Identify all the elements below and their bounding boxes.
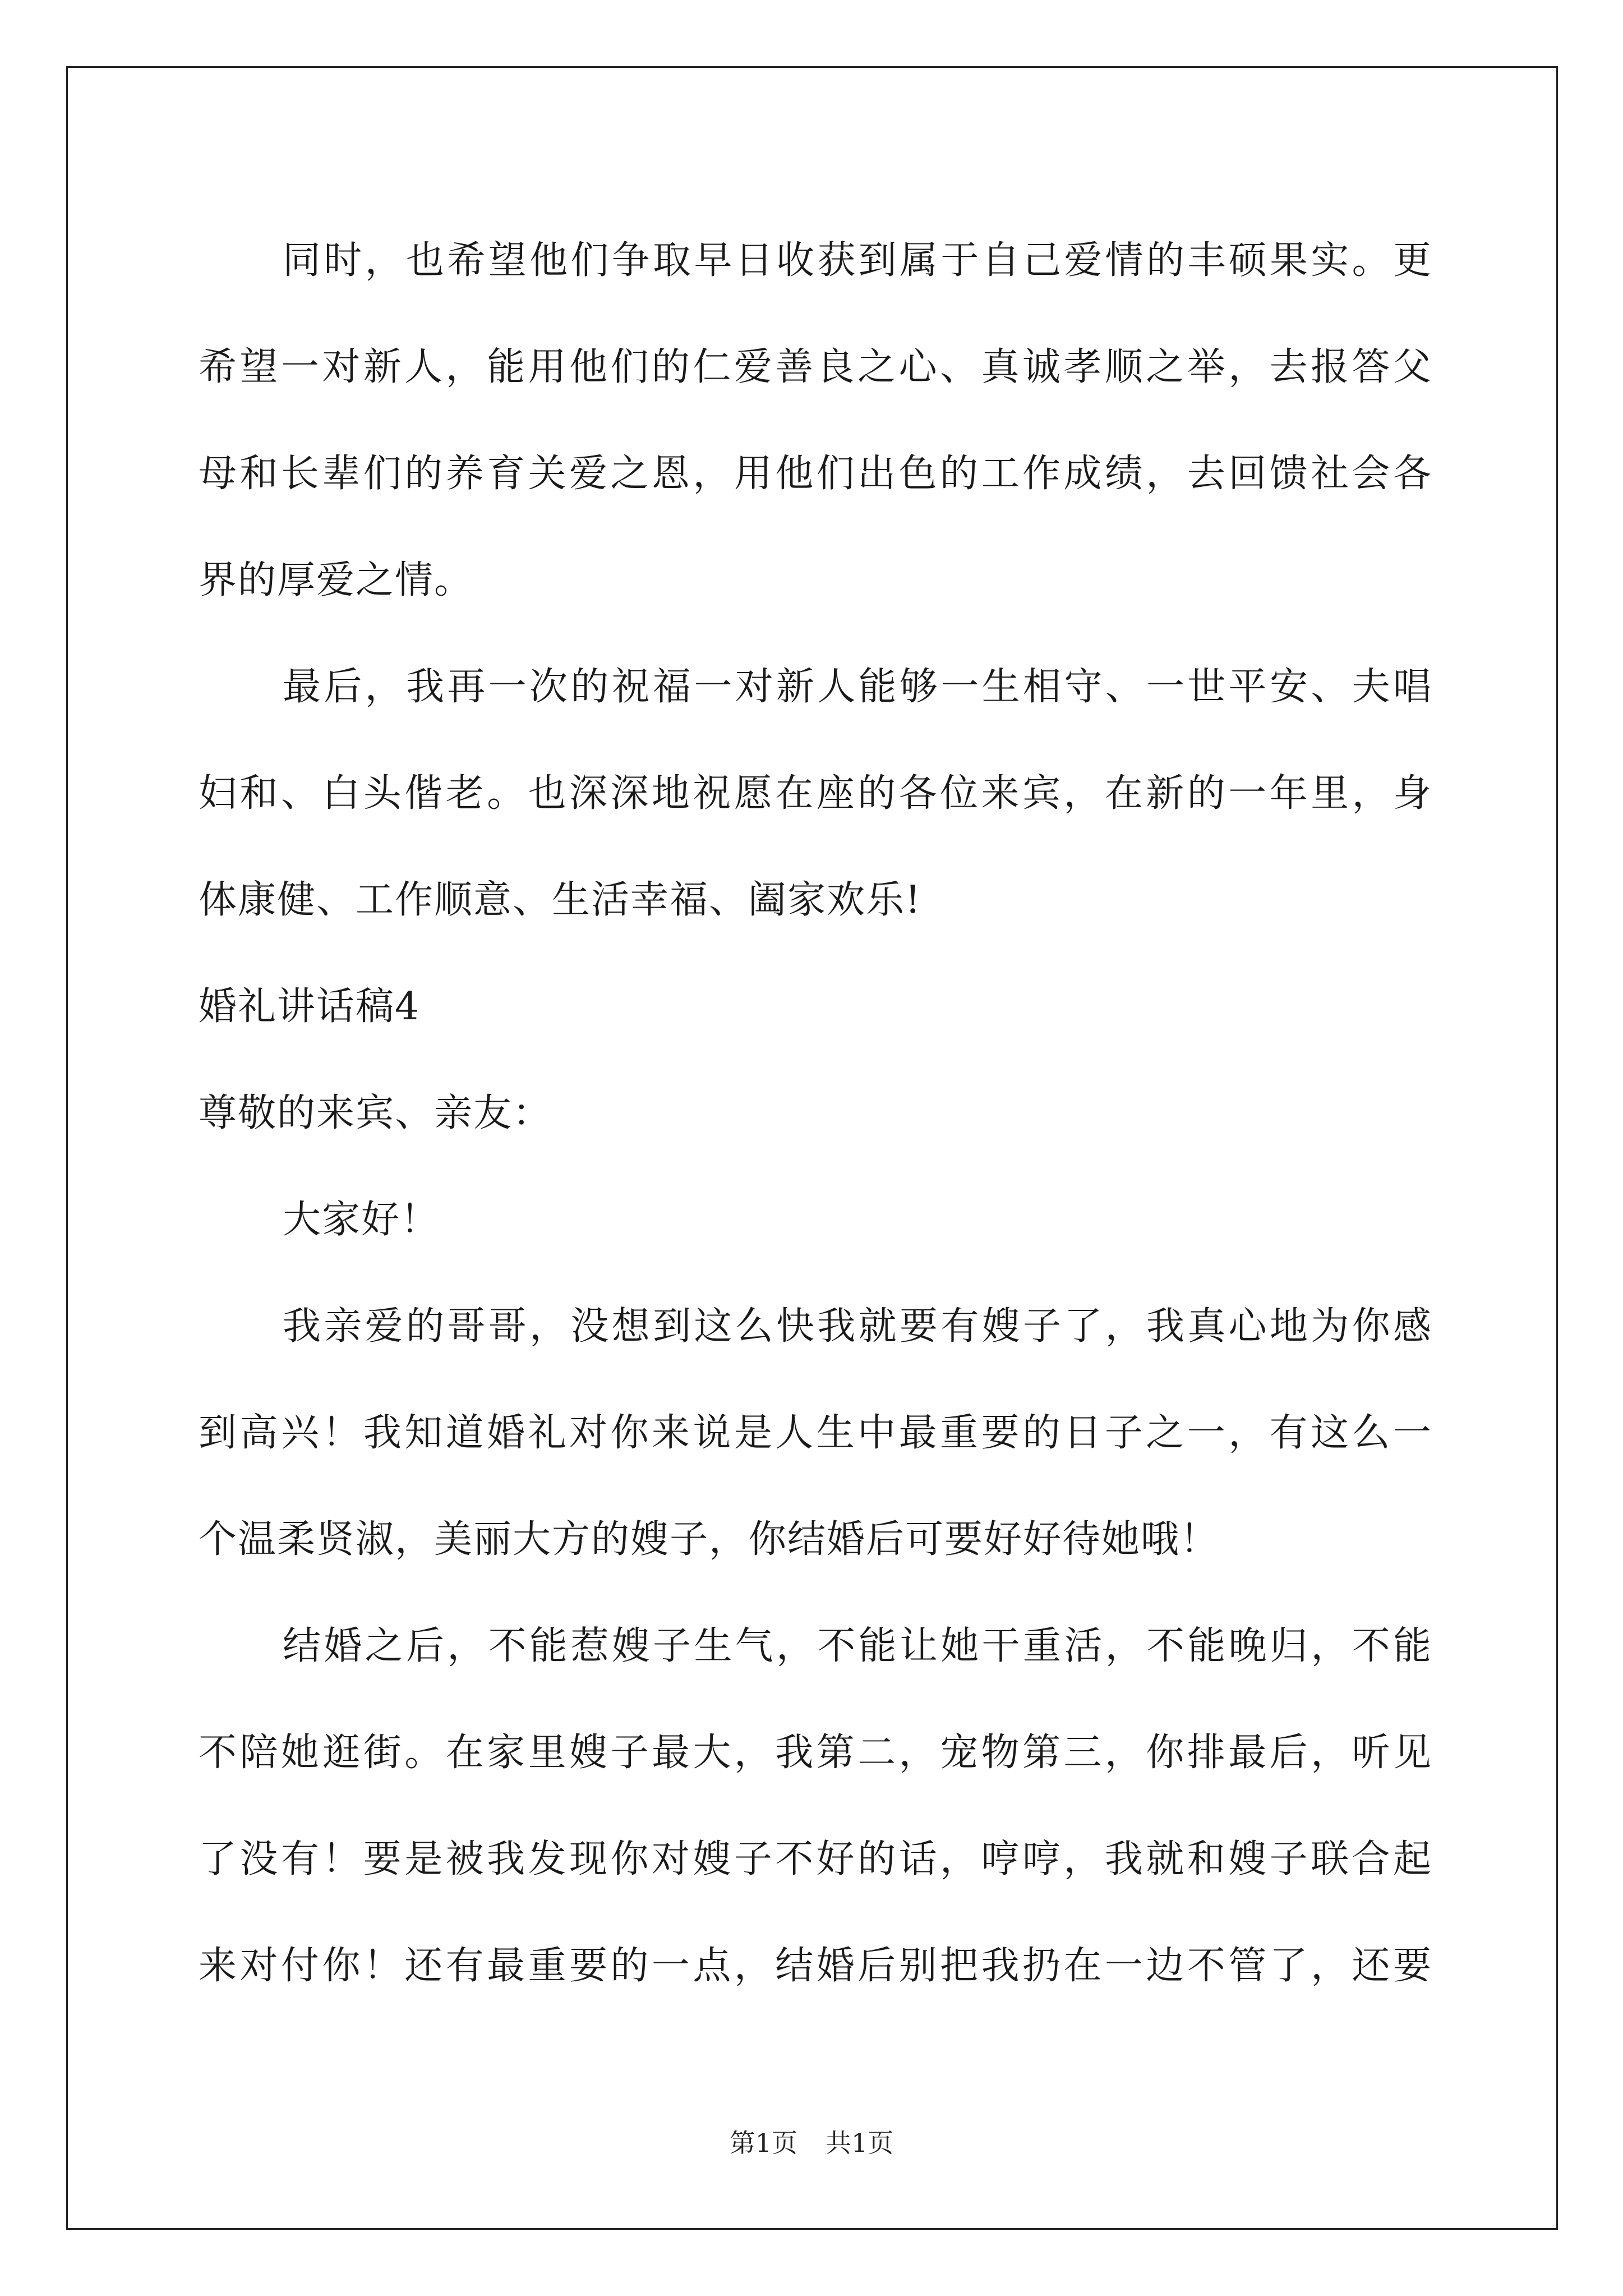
text-line: 了没有！要是被我发现你对嫂子不好的话，哼哼，我就和嫂子联合起 <box>199 1837 1432 1881</box>
document-body <box>199 208 1432 2019</box>
text-line: 妇和、白头偕老。也深深地祝愿在座的各位来宾，在新的一年里，身 <box>199 771 1432 816</box>
text-line: 婚礼讲话稿4 <box>199 984 421 1029</box>
text-line: 我亲爱的哥哥，没想到这么快我就要有嫂子了，我真心地为你感 <box>283 1304 1432 1349</box>
text-line: 结婚之后，不能惹嫂子生气，不能让她干重活，不能晚归，不能 <box>283 1624 1432 1668</box>
text-line: 个温柔贤淑，美丽大方的嫂子，你结婚后可要好好待她哦！ <box>199 1517 1220 1562</box>
text-line: 母和长辈们的养育关爱之恩，用他们出色的工作成绩，去回馈社会各 <box>199 452 1432 496</box>
text-line: 不陪她逛街。在家里嫂子最大，我第二，宠物第三，你排最后，听见 <box>199 1731 1432 1775</box>
text-line: 来对付你！还有最重要的一点，结婚后别把我扔在一边不管了，还要 <box>199 1944 1432 1988</box>
text-line: 尊敬的来宾、亲友： <box>199 1091 552 1135</box>
text-line: 到高兴！我知道婚礼对你来说是人生中最重要的日子之一，有这么一 <box>199 1411 1432 1455</box>
text-line: 体康健、工作顺意、生活幸福、阖家欢乐! <box>199 878 922 922</box>
text-line: 希望一对新人，能用他们的仁爱善良之心、真诚孝顺之举，去报答父 <box>199 345 1432 389</box>
text-line: 最后，我再一次的祝福一对新人能够一生相守、一世平安、夫唱 <box>283 665 1432 709</box>
text-line: 大家好！ <box>283 1198 440 1242</box>
page-number: 第1页 <box>729 2128 797 2158</box>
text-line: 同时，也希望他们争取早日收获到属于自己爱情的丰硕果实。更 <box>283 238 1432 283</box>
text-line: 界的厚爱之情。 <box>199 558 474 602</box>
page-footer <box>0 2126 1623 2160</box>
page-total: 共1页 <box>826 2128 894 2158</box>
